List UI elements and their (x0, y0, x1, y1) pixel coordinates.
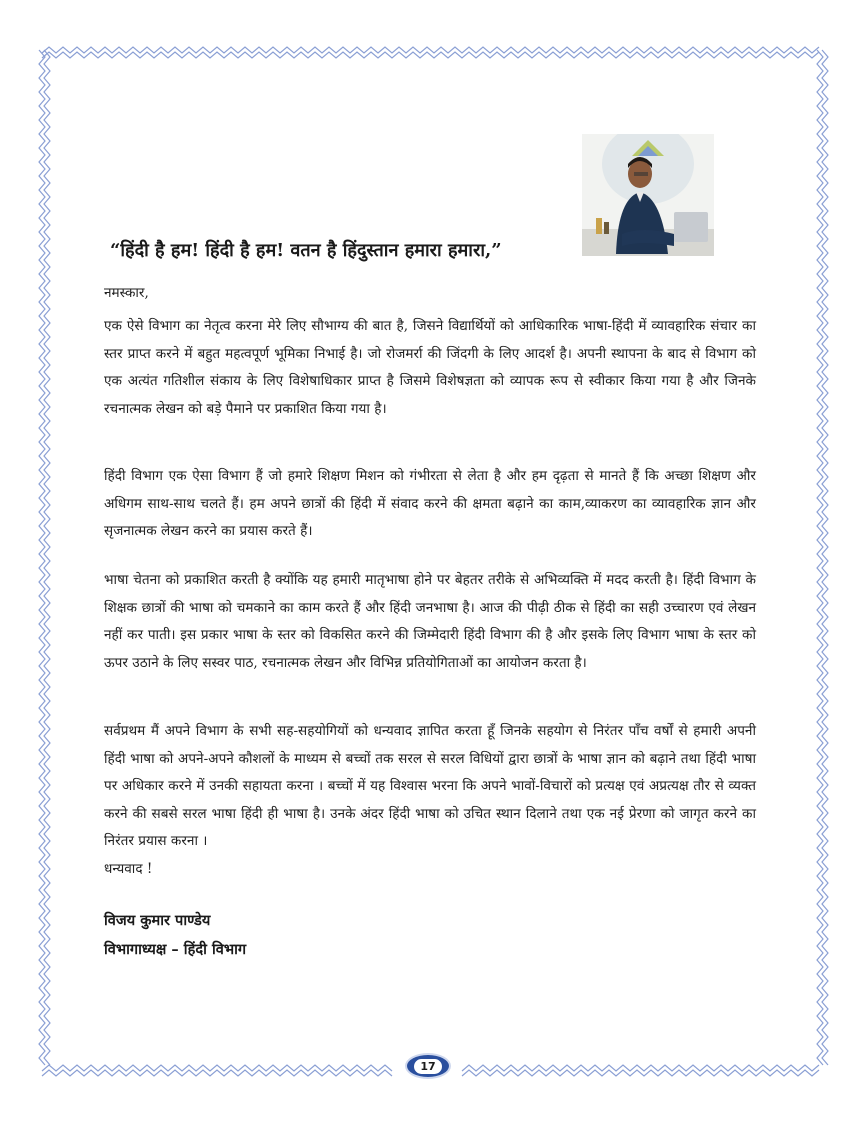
paragraph-3: भाषा चेतना को प्रकाशित करती है क्योंकि यह हमारी मातृभाषा होने पर बेहतर तरीके से अभिव्यक्ति में मदद करती है। हिंदी विभाग के शिक्षक छात्रों की भाषा को चमकाने का काम करते हैं और हिंदी जनभाषा है। आज की पीढ़ी ठीक से हिंदी का सही उच्चारण एवं लेखन नहीं कर पाती। इस प्रकार भाषा के स्तर को विकसित करने की जिम्मेदारी हिंदी विभाग की है और इसके लिए विभाग भाषा के स्तर को ऊपर उठाने के लिए सस्वर पाठ, रचनात्मक लेखन और विभिन्न प्रतियोगिताओं का आयोजन करता है। (104, 572, 756, 671)
signature-block (104, 906, 246, 964)
author-photo (582, 134, 714, 256)
thanks-line: धन्यवाद ! (104, 861, 153, 877)
paragraph-4: सर्वप्रथम मैं अपने विभाग के सभी सह-सहयोगियों को धन्यवाद ज्ञापित करता हूँ जिनके सहयोग से निरंतर पाँच वर्षों से हमारी अपनी हिंदी भाषा को अपने-अपने कौशलों के माध्यम से बच्चों तक सरल से सरल विधियों द्वारा छात्रों के भाषा ज्ञान को बढ़ाने तथा हिंदी भाषा पर अधिकार करने में उनकी सहायता करना । बच्चों में यह विश्वास भरना कि अपने भावों-विचारों को प्रत्यक्ष एवं अप्रत्यक्ष तौर से व्यक्त करने की सबसे सरल भाषा हिंदी ही भाषा है। उनके अंदर हिंदी भाषा को उचित स्थान दिलाने तथा एक नई प्रेरणा को जागृत करने का निरंतर प्रयास करना । (104, 723, 756, 849)
page-number-badge (405, 1053, 451, 1079)
greeting: नमस्कार, (104, 285, 149, 301)
quote-heading: “हिंदी है हम! हिंदी है हम! वतन है हिंदुस्तान हमारा हमारा,” (110, 240, 502, 261)
page-number: 17 (414, 1059, 441, 1074)
border-zigzag-line (42, 52, 819, 58)
border-zigzag-line (822, 50, 828, 1065)
signature-designation: विभागाध्यक्ष – हिंदी विभाग (104, 941, 247, 958)
border-zigzag-line (42, 1070, 392, 1076)
author-photo-image (582, 134, 714, 256)
border-zigzag-line (817, 50, 823, 1065)
border-zigzag-line (44, 50, 50, 1065)
border-zigzag-line (42, 47, 819, 53)
paragraph-1: एक ऐसे विभाग का नेतृत्व करना मेरे लिए सौभाग्य की बात है, जिसने विद्यार्थियों को आधिकारिक भाषा-हिंदी में व्यावहारिक संचार का स्तर प्राप्त करने में बहुत महत्वपूर्ण भूमिका निभाई है। जो रोजमर्रा की जिंदगी के लिए आदर्श है। अपनी स्थापना के बाद से विभाग को एक अत्यंत गतिशील संकाय के लिए विशेषाधिकार प्राप्त है जिसमे विशेषज्ञता को व्यापक रूप से स्वीकार किया गया है और जिनके रचनात्मक लेखन को बड़े पैमाने पर प्रकाशित किया गया है। (104, 318, 756, 417)
border-zigzag-line (39, 50, 45, 1065)
paragraph-2: हिंदी विभाग एक ऐसा विभाग हैं जो हमारे शिक्षण मिशन को गंभीरता से लेता है और हम दृढ़ता से मानते हैं कि अच्छा शिक्षण और अधिगम साथ-साथ चलते हैं। हम अपने छात्रों की हिंदी में संवाद करने की क्षमता बढ़ाने का काम,व्याकरण का व्यावहारिक ज्ञान और सृजनात्मक लेखन करने का प्रयास करते हैं। (104, 468, 756, 539)
border-zigzag-line (462, 1070, 819, 1076)
signature-name: विजय कुमार पाण्डेय (104, 912, 211, 929)
border-zigzag-line (462, 1065, 819, 1071)
